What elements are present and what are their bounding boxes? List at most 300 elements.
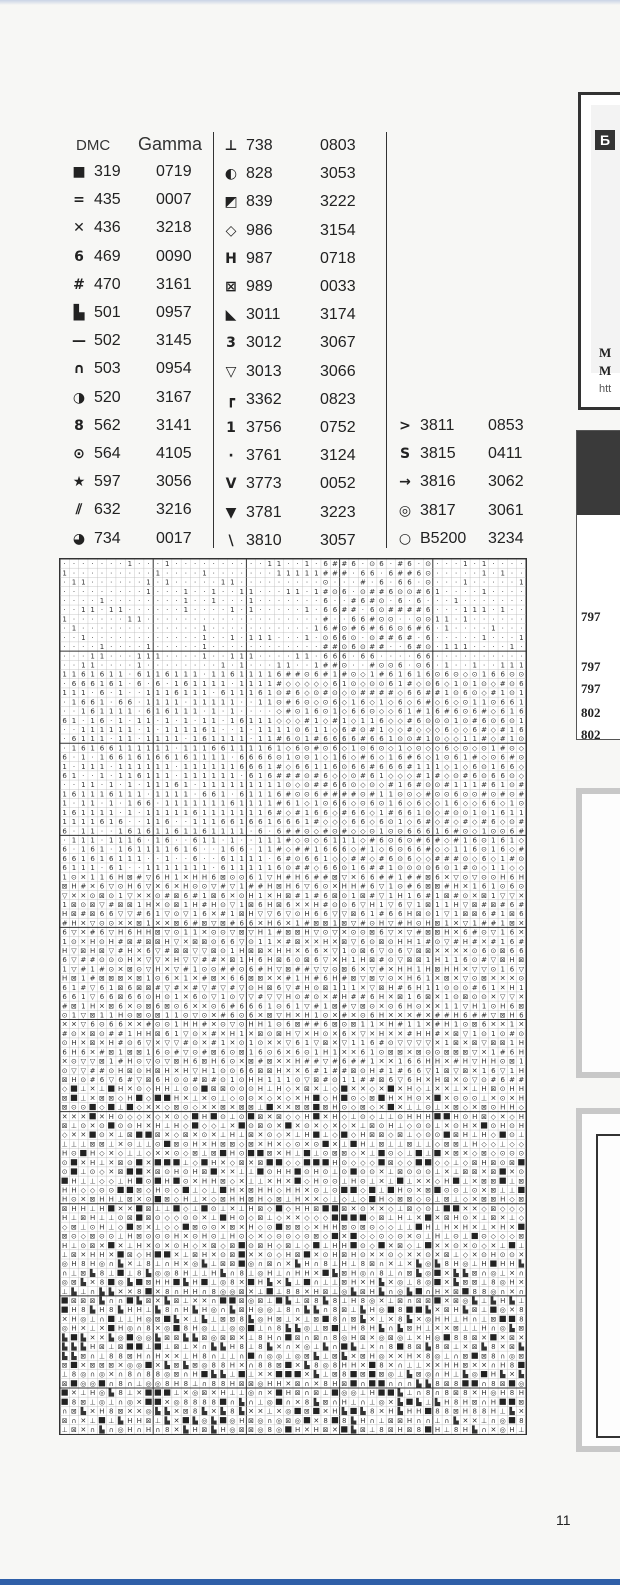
chart-cell: ✕ [295, 1315, 301, 1323]
chart-cell: ⊙ [295, 754, 301, 762]
chart-cell: ✕ [146, 1122, 152, 1130]
chart-cell: # [425, 790, 431, 798]
chart-cell: 1 [212, 772, 216, 780]
chart-cell: · [147, 855, 149, 863]
chart-cell: 1 [426, 772, 430, 780]
chart-cell: 1 [81, 781, 85, 789]
chart-cell: 6 [295, 1039, 300, 1047]
chart-cell: 6 [510, 1002, 515, 1010]
chart-cell: · [278, 652, 280, 660]
chart-cell: 1 [128, 1030, 132, 1038]
gamma-code: 0411 [488, 440, 522, 468]
chart-cell: 1 [174, 864, 178, 872]
chart-cell: ⊥ [434, 1196, 440, 1204]
chart-cell: 1 [212, 818, 216, 826]
chart-cell: ✕ [323, 1113, 329, 1121]
chart-cell: ✕ [388, 1279, 394, 1287]
chart-cell: 6 [370, 569, 375, 577]
chart-cell: ◇ [360, 680, 366, 688]
chart-cell: ▽ [472, 1076, 478, 1084]
chart-cell: ⊠ [62, 1362, 68, 1370]
chart-cell: ✕ [295, 1012, 301, 1020]
chart-cell: # [518, 901, 524, 909]
chart-cell: 8 [118, 1380, 122, 1388]
chart-cell: ∩ [519, 1288, 524, 1296]
chart-cell: ◎ [192, 1260, 198, 1268]
chart-cell: ⊠ [80, 1398, 86, 1406]
chart-cell: ⊠ [369, 1094, 375, 1102]
chart-cell: · [483, 625, 485, 633]
chart-cell: ✕ [155, 1297, 161, 1305]
chart-cell: · [436, 569, 438, 577]
chart-cell: ∩ [230, 1269, 235, 1277]
chart-cell [416, 1159, 422, 1165]
chart-cell: ⊙ [229, 993, 235, 1001]
chart-cell: 1 [267, 800, 271, 808]
chart-cell: ⊙ [323, 579, 329, 587]
chart-cell: 8 [333, 1315, 337, 1323]
chart-cell: ⊙ [332, 1187, 338, 1195]
chart-cell: 1 [100, 597, 104, 605]
chart-cell: ✕ [202, 1242, 208, 1250]
chart-cell: 1 [193, 864, 197, 872]
chart-cell: ⊙ [295, 708, 301, 716]
chart-cell: · [250, 643, 252, 651]
chart-cell: ∩ [109, 1380, 114, 1388]
chart-cell [509, 1417, 515, 1423]
chart-cell: ⊙ [80, 901, 86, 909]
chart-cell: H [276, 873, 281, 881]
chart-cell: ⊠ [323, 1039, 329, 1047]
chart-cell: 6 [258, 1002, 263, 1010]
chart-cell: H [314, 1177, 319, 1185]
chart-cell: ⊙ [518, 1150, 524, 1158]
chart-cell: ◎ [378, 1352, 384, 1360]
chart-cell: # [351, 993, 357, 1001]
chart-cell: ⊙ [295, 790, 301, 798]
chart-cell: H [509, 1426, 514, 1434]
chart-cell: H [71, 1039, 76, 1047]
chart-cell: ⊥ [239, 1205, 245, 1213]
chart-cell: · [269, 597, 271, 605]
chart-cell: H [248, 1021, 253, 1029]
chart-cell [71, 1362, 77, 1368]
chart-cell: 6 [286, 818, 291, 826]
chart-cell: 1 [90, 800, 94, 808]
chart-cell: ✕ [276, 1039, 282, 1047]
chart-cell: 6 [398, 708, 403, 716]
side-panel-badge: Б [595, 130, 615, 150]
chart-cell: · [110, 579, 112, 587]
chart-cell: ⊥ [118, 1104, 124, 1112]
chart-cell: 6 [407, 846, 412, 854]
chart-cell: # [257, 883, 263, 891]
chart-cell: 6 [305, 855, 310, 863]
chart-cell: H [127, 1426, 132, 1434]
chart-cell: # [332, 993, 338, 1001]
chart-cell: H [351, 1325, 356, 1333]
chart-cell: H [491, 1058, 496, 1066]
chart-cell: ⊠ [62, 1205, 68, 1213]
chart-cell: # [379, 588, 385, 596]
chart-cell: ✕ [518, 919, 524, 927]
chart-cell: ∩ [314, 1260, 319, 1268]
chart-cell: ✕ [397, 1030, 403, 1038]
chart-cell: · [194, 615, 196, 623]
chart-cell: ∩ [146, 1352, 151, 1360]
chart-cell: 1 [277, 1076, 281, 1084]
chart-cell: 6 [323, 892, 328, 900]
chart-cell: ⊥ [80, 1223, 86, 1231]
chart-cell: 1 [426, 975, 430, 983]
chart-cell: 8 [435, 1408, 439, 1416]
chart-cell: ⊙ [351, 929, 357, 937]
chart-cell: ◇ [379, 846, 385, 854]
chart-cell: ⊙ [99, 919, 105, 927]
chart-cell: ✕ [444, 1242, 450, 1250]
chart-cell: 6 [286, 1021, 291, 1029]
chart-cell: ✕ [407, 1012, 413, 1020]
chart-cell: ⊙ [229, 1058, 235, 1066]
chart-cell: ⊙ [462, 873, 468, 881]
chart-cell: · [446, 588, 448, 596]
chart-cell: 1 [417, 965, 421, 973]
chart-cell: ▽ [416, 1039, 422, 1047]
chart-cell: ▽ [314, 929, 320, 937]
chart-cell: 8 [445, 1389, 449, 1397]
chart-cell [341, 1343, 347, 1349]
chart-cell: ⊠ [295, 1380, 301, 1388]
chart-cell: # [416, 735, 422, 743]
chart-cell: · [203, 579, 205, 587]
chart-cell: # [453, 855, 459, 863]
chart-cell: ✕ [285, 1214, 291, 1222]
chart-cell: H [99, 1196, 104, 1204]
chart-cell: ⊠ [472, 1279, 478, 1287]
chart-cell: ✕ [435, 1039, 441, 1047]
chart-cell: ⊠ [174, 901, 180, 909]
chart-cell: ▙ [424, 1305, 431, 1314]
chart-cell: ◎ [239, 1325, 245, 1333]
chart-cell: H [519, 1048, 524, 1056]
chart-cell: · [213, 579, 215, 587]
chart-cell: ⊙ [481, 846, 487, 854]
chart-cell: ✕ [462, 965, 468, 973]
chart-cell: 8 [519, 1306, 523, 1314]
chart-cell [248, 1353, 254, 1359]
chart-cell: ✕ [351, 1085, 357, 1093]
chart-cell: 1 [146, 846, 150, 854]
chart-cell: · [474, 625, 476, 633]
chart-cell: ✕ [80, 1039, 86, 1047]
chart-cell [276, 1371, 282, 1377]
chart-cell: 6 [500, 772, 505, 780]
chart-cell: ∩ [500, 1352, 505, 1360]
chart-cell: # [407, 873, 413, 881]
chart-cell: ⊥ [145, 1343, 151, 1351]
chart-cell: ⊠ [90, 901, 96, 909]
chart-cell: · [92, 643, 94, 651]
chart-cell: ✕ [295, 1214, 301, 1222]
chart-cell: ⊙ [360, 1251, 366, 1259]
side-code: 797 [581, 659, 601, 675]
chart-cell: 1 [193, 708, 197, 716]
chart-cell: ✕ [174, 1417, 180, 1425]
chart-cell [313, 1095, 319, 1101]
chart-cell: ⊠ [155, 1131, 161, 1139]
chart-cell: ◎ [127, 1398, 133, 1406]
chart-cell: 6 [314, 947, 319, 955]
chart-cell: ▙ [396, 1397, 403, 1406]
chart-cell: H [174, 1380, 179, 1388]
chart-cell: · [194, 625, 196, 633]
chart-cell: ⊙ [453, 984, 459, 992]
legend-row [70, 525, 210, 553]
chart-cell: ⊥ [313, 1150, 319, 1158]
chart-cell: · [194, 569, 196, 577]
chart-cell: ⊥ [323, 1279, 329, 1287]
chart-cell: 1 [342, 717, 346, 725]
chart-cell: ⊙ [71, 1104, 77, 1112]
chart-cell: ✕ [444, 873, 450, 881]
chart-cell: · [138, 588, 140, 596]
chart-cell: 8 [398, 1306, 402, 1314]
chart-cell: H [426, 1113, 431, 1121]
chart-cell: H [174, 1122, 179, 1130]
chart-cell: 1 [230, 735, 234, 743]
chart-cell: ∩ [295, 1306, 300, 1314]
chart-cell: ▙ [117, 1259, 124, 1268]
chart-cell: ✕ [304, 1288, 310, 1296]
chart-cell: ⊠ [192, 1251, 198, 1259]
chart-cell [434, 1297, 440, 1303]
chart-cell: 1 [445, 625, 449, 633]
chart-cell [145, 1399, 151, 1405]
chart-cell: ⊥ [164, 1205, 170, 1213]
chart-cell: · [147, 625, 149, 633]
chart-cell: ⊠ [462, 1067, 468, 1075]
chart-cell: ⊥ [509, 1187, 515, 1195]
chart-cell: · [64, 680, 66, 688]
chart-cell [201, 1205, 207, 1211]
chart-cell: ⊠ [155, 938, 161, 946]
chart-cell: ⊙ [351, 680, 357, 688]
chart-cell: # [211, 956, 217, 964]
chart-cell: ◎ [127, 1325, 133, 1333]
chart-cell: # [323, 615, 329, 623]
chart-cell: ▽ [183, 1048, 189, 1056]
chart-cell: 6 [510, 929, 515, 937]
chart-cell: ✕ [285, 1177, 291, 1185]
chart-cell: # [313, 744, 319, 752]
chart-cell: ✕ [127, 1085, 133, 1093]
chart-cell: H [71, 1048, 76, 1056]
chart-cell: ∩ [454, 1352, 459, 1360]
chart-cell [341, 1187, 347, 1193]
chart-cell [509, 1380, 515, 1386]
chart-cell: ◎ [500, 1426, 506, 1434]
chart-cell: ◎ [99, 1371, 105, 1379]
chart-cell: # [369, 615, 375, 623]
chart-cell: ⊙ [379, 1048, 385, 1056]
chart-cell: · [166, 588, 168, 596]
chart-cell: 1 [240, 726, 244, 734]
chart-cell: H [519, 1085, 524, 1093]
chart-cell: # [472, 1012, 478, 1020]
chart-cell: # [174, 1048, 180, 1056]
chart-cell: ✕ [211, 910, 217, 918]
chart-cell: ⊙ [472, 689, 478, 697]
chart-cell: ⊥ [211, 1187, 217, 1195]
chart-cell: # [164, 947, 170, 955]
chart-cell [388, 1187, 394, 1193]
chart-cell: ◎ [257, 1426, 263, 1434]
chart-cell: ▽ [332, 910, 338, 918]
chart-cell: 6 [417, 689, 422, 697]
gamma-code: 0853 [488, 412, 524, 440]
chart-cell: 6 [249, 818, 254, 826]
chart-cell: ◇ [388, 698, 394, 706]
chart-cell: ✕ [490, 975, 496, 983]
chart-cell: ⊥ [351, 1196, 357, 1204]
chart-cell: ⊥ [164, 1343, 170, 1351]
chart-cell: ▙ [163, 1407, 170, 1416]
chart-cell: ⊙ [425, 1196, 431, 1204]
chart-cell: H [463, 938, 468, 946]
chart-cell: ⊠ [397, 1297, 403, 1305]
chart-cell: 1 [249, 588, 253, 596]
chart-cell: # [257, 965, 263, 973]
chart-cell: ✕ [155, 1362, 161, 1370]
chart-cell: 1 [81, 855, 85, 863]
gamma-code: 3145 [156, 327, 192, 355]
chart-cell: 1 [473, 680, 477, 688]
chart-cell: ◇ [314, 864, 320, 872]
chart-cell: · [157, 800, 159, 808]
chart-cell: 1 [202, 754, 206, 762]
chart-cell: ⊠ [360, 1371, 366, 1379]
chart-cell: ◇ [146, 1150, 152, 1158]
chart-cell [155, 1343, 161, 1349]
chart-cell: · [64, 652, 66, 660]
chart-cell: · [502, 643, 504, 651]
chart-cell: 1 [267, 671, 271, 679]
chart-cell: 6 [118, 818, 123, 826]
chart-cell: ⊙ [323, 744, 329, 752]
chart-cell: ⊥ [118, 1131, 124, 1139]
chart-cell: 6 [398, 662, 403, 670]
chart-cell: # [416, 873, 422, 881]
chart-cell: ◇ [509, 1113, 515, 1121]
chart-cell: ⊠ [118, 993, 124, 1001]
chart-cell: ⊙ [239, 873, 245, 881]
chart-cell: ▙ [182, 1333, 189, 1342]
chart-cell: ◇ [295, 717, 301, 725]
chart-cell: H [127, 947, 132, 955]
chart-cell: ∩ [388, 1288, 393, 1296]
chart-cell: · [436, 634, 438, 642]
chart-cell: ⊥ [388, 1113, 394, 1121]
chart-cell: ⊠ [127, 938, 133, 946]
chart-cell: ▙ [163, 1416, 170, 1425]
chart-cell: # [332, 560, 338, 568]
chart-cell: 1 [249, 744, 253, 752]
chart-cell: · [101, 588, 103, 596]
chart-cell: 6 [109, 744, 114, 752]
chart-cell: ∩ [370, 1417, 375, 1425]
chart-cell: 6 [62, 717, 67, 725]
chart-cell: 1 [221, 698, 225, 706]
chart-cell: ◇ [323, 680, 329, 688]
chart-cell: # [481, 708, 487, 716]
chart-cell: ⊥ [248, 1371, 254, 1379]
chart-cell: ✕ [202, 1094, 208, 1102]
chart-cell: ▽ [211, 919, 217, 927]
chart-cell: ⊠ [444, 1343, 450, 1351]
chart-cell: 8 [240, 1343, 244, 1351]
chart-cell [388, 1307, 394, 1313]
chart-cell: · [222, 652, 224, 660]
chart-cell: ◇ [491, 855, 497, 863]
chart-cell: ⊥ [220, 1094, 226, 1102]
gamma-code: 3067 [320, 329, 356, 357]
chart-cell: H [258, 1196, 263, 1204]
chart-cell: · [101, 781, 103, 789]
chart-cell: ⊙ [304, 1048, 310, 1056]
chart-cell: 1 [193, 965, 197, 973]
chart-cell: 6 [435, 680, 440, 688]
chart-cell: ⊥ [71, 1140, 77, 1148]
chart-cell: 1 [230, 717, 234, 725]
chart-cell: # [313, 772, 319, 780]
chart-cell: · [455, 634, 457, 642]
chart-cell: ⊙ [341, 1021, 347, 1029]
chart-cell: ◇ [286, 744, 292, 752]
chart-cell: ⊙ [425, 1168, 431, 1176]
chart-cell: H [463, 1223, 468, 1231]
chart-cell: 1 [445, 901, 449, 909]
chart-cell: ⊠ [155, 1168, 161, 1176]
chart-cell: H [71, 883, 76, 891]
down-triangle-filled-icon: ▼ [222, 499, 240, 527]
chart-cell: ✕ [118, 1242, 124, 1250]
chart-cell: ▽ [491, 956, 497, 964]
chart-cell: ⊙ [435, 735, 441, 743]
chart-cell: ✕ [323, 1408, 329, 1416]
chart-cell: 1 [482, 560, 486, 568]
chart-cell: ⊙ [462, 827, 468, 835]
chart-cell: # [313, 1067, 319, 1075]
chart-cell: ✕ [304, 1187, 310, 1195]
chart-cell: ✕ [80, 873, 86, 881]
chart-cell: ◎ [500, 1279, 506, 1287]
chart-cell: H [258, 1076, 263, 1084]
chart-cell: 1 [146, 975, 150, 983]
chart-cell: ⊥ [192, 1196, 198, 1204]
chart-cell: 1 [221, 993, 225, 1001]
chart-cell: ▙ [285, 1278, 292, 1287]
chart-cell: 1 [81, 837, 85, 845]
chart-cell: 6 [445, 698, 450, 706]
chart-cell: 1 [240, 652, 244, 660]
chart-cell: 1 [500, 938, 504, 946]
chart-cell: # [407, 763, 413, 771]
chart-cell: 1 [417, 809, 421, 817]
chart-cell: 1 [184, 929, 188, 937]
chart-cell: ⊠ [80, 947, 86, 955]
chart-cell: ▽ [304, 1002, 310, 1010]
chart-cell: ✕ [416, 1251, 422, 1259]
